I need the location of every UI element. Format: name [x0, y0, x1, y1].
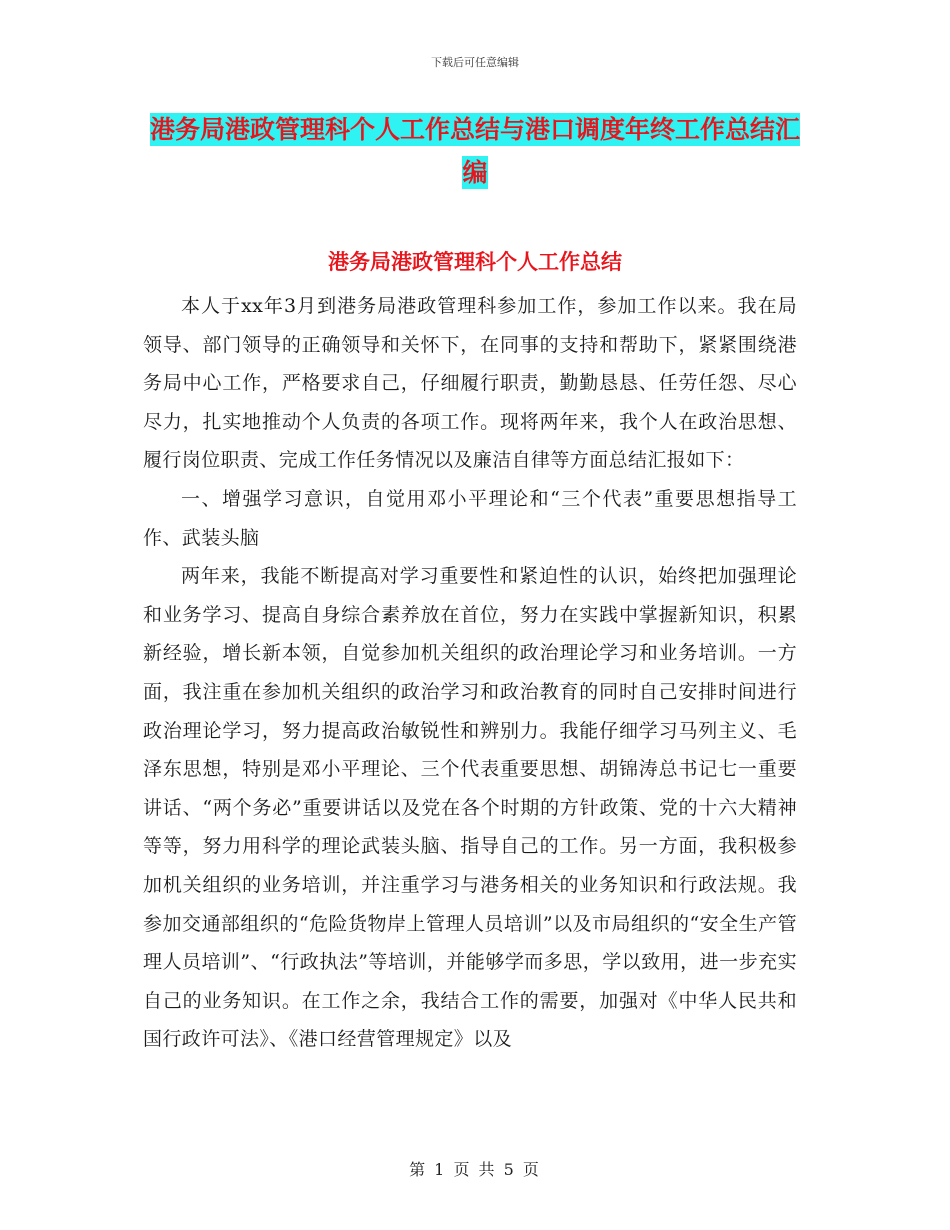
- page-header-note: 下载后可任意编辑: [431, 56, 519, 69]
- paragraph: 本人于xx年3月到港务局港政管理科参加工作，参加工作以来。我在局领导、部门领导的正确领导和关怀下，在同事的支持和帮助下，紧紧围绕港务局中心工作，严格要求自己，仔细履行职责，勤勤恳恳、任劳任怨、尽心尽力，扎实地推动个人负责的各项工作。现将两年来，我个人在政治思想、履行岗位职责、完成工作任务情况以及廉洁自律等方面总结汇报如下：: [143, 295, 797, 472]
- section-title: 港务局港政管理科个人工作总结: [328, 250, 622, 274]
- paragraph-heading: 一、增强学习意识，自觉用邓小平理论和“三个代表”重要思想指导工作、武装头脑: [143, 487, 797, 549]
- page-number: 第 1 页 共 5 页: [409, 1160, 541, 1179]
- document-title: [150, 108, 800, 194]
- document-body: [143, 287, 797, 1059]
- document-title-text: 港务局港政管理科个人工作总结与港口调度年终工作总结汇编: [150, 115, 801, 187]
- paragraph: 两年来，我能不断提高对学习重要性和紧迫性的认识，始终把加强理论和业务学习、提高自身综合素养放在首位，努力在实践中掌握新知识，积累新经验，增长新本领，自觉参加机关组织的政治理论学习和业务培训。一方面，我注重在参加机关组织的政治学习和政治教育的同时自己安排时间进行政治理论学习，努力提高政治敏锐性和辨别力。我能仔细学习马列主义、毛泽东思想，特别是邓小平理论、三个代表重要思想、胡锦涛总书记七一重要讲话、“两个务必”重要讲话以及党在各个时期的方针政策、党的十六大精神等等，努力用科学的理论武装头脑、指导自己的工作。另一方面，我积极参加机关组织的业务培训，并注重学习与港务相关的业务知识和行政法规。我参加交通部组织的“危险货物岸上管理人员培训”以及市局组织的“安全生产管理人员培训”、“行政执法”等培训，并能够学而多思，学以致用，进一步充实自己的业务知识。在工作之余，我结合工作的需要，加强对《中华人民共和国行政许可法》、《港口经营管理规定》以及: [143, 565, 797, 1051]
